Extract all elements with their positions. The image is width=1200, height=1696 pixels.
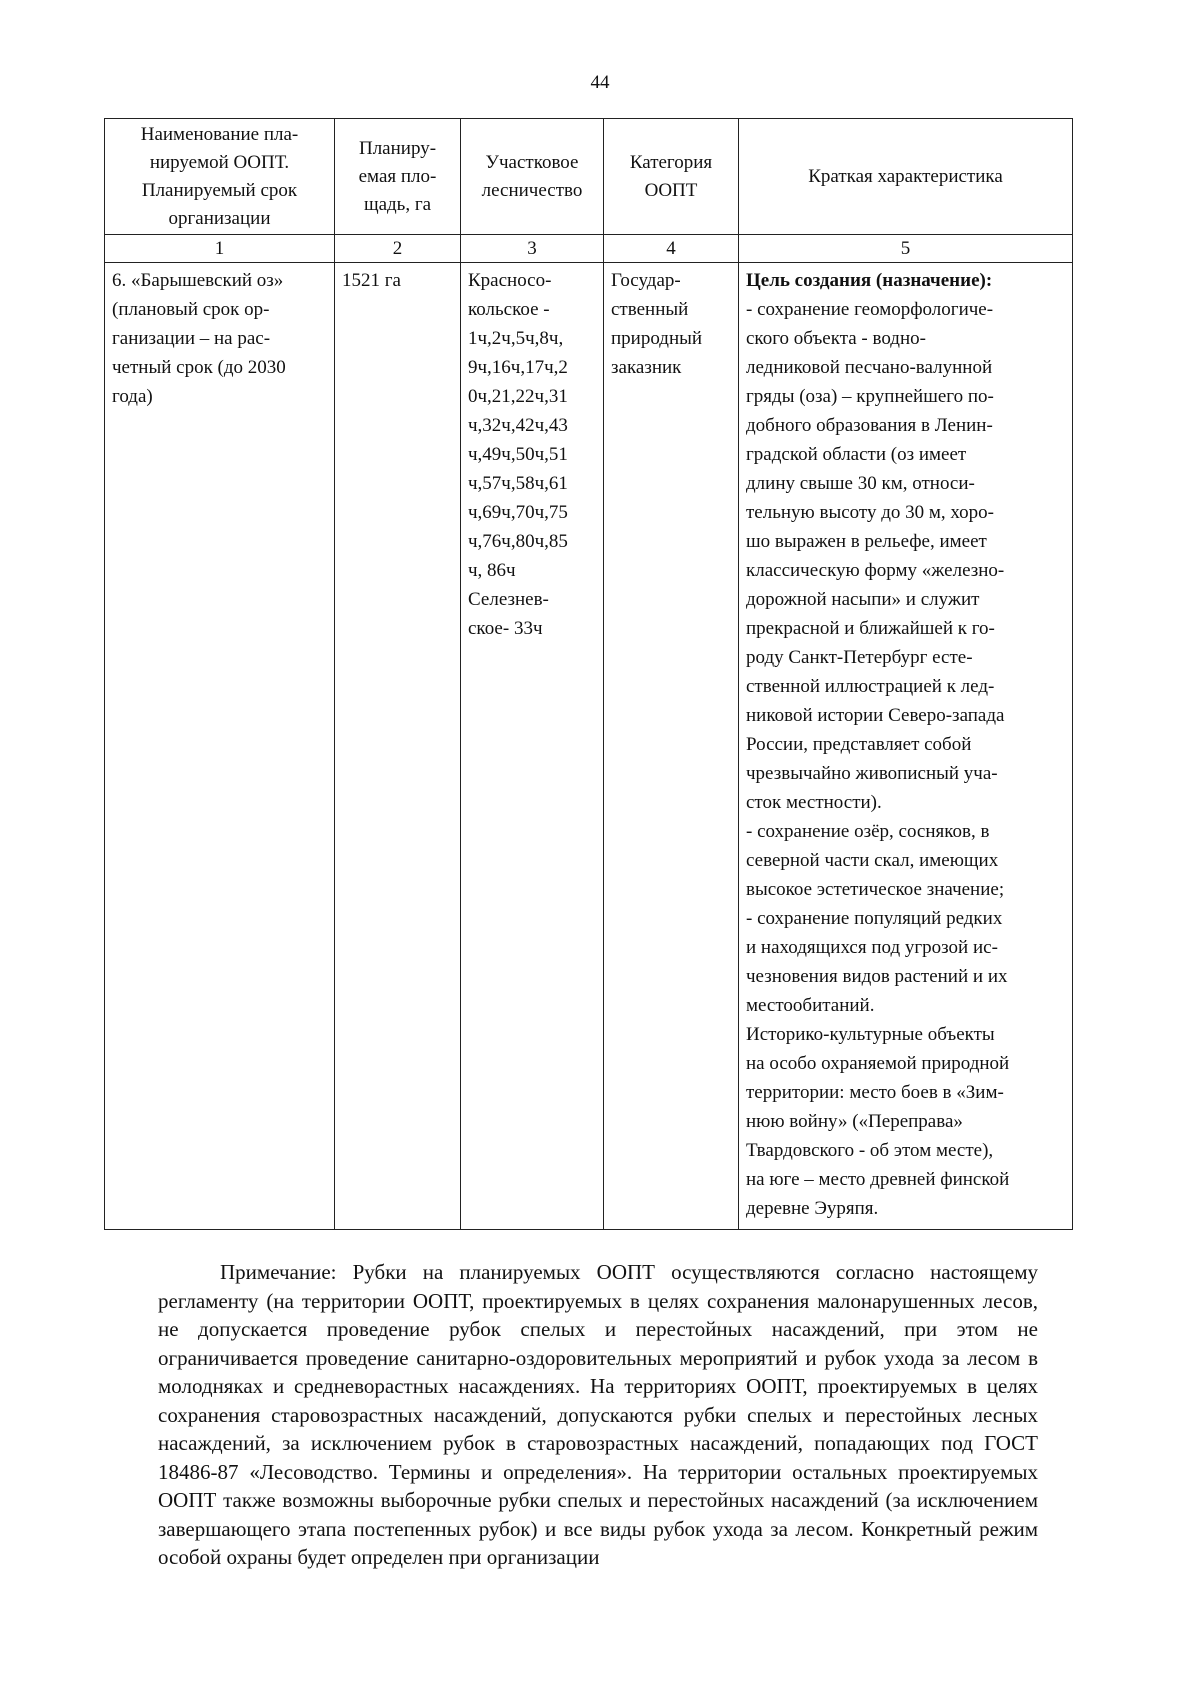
- header-description: Краткая характеристика: [739, 119, 1073, 235]
- header-forestry: Участковое лесничество: [461, 119, 604, 235]
- header-name: Наименование пла- нируемой ООПТ. Планируемый срок организации: [105, 119, 335, 235]
- cell-description: [739, 263, 1073, 1230]
- cell-category: Государ- ственный природный заказник: [604, 263, 739, 1230]
- column-number: 4: [604, 235, 739, 263]
- cell-area: 1521 га: [335, 263, 461, 1230]
- page-number: 44: [590, 72, 610, 93]
- column-number-row: [105, 235, 1073, 263]
- cell-name: 6. «Барышевский оз» (плановый срок ор- ганизации – на рас- четный срок (до 2030 года): [105, 263, 335, 1230]
- column-number: 1: [105, 235, 335, 263]
- oopt-table: [104, 118, 1073, 1230]
- column-number: 3: [461, 235, 604, 263]
- header-category: Категория ООПТ: [604, 119, 739, 235]
- purpose-heading: Цель создания (назначение):: [746, 270, 993, 291]
- note-text: Примечание: Рубки на планируемых ООПТ осуществляются согласно настоящему регламенту (на территории ООПТ, проектируемых в целях сохранения малонарушенных лесов, не допускается проведение рубок спелых и перестойных насаждений, при этом не ограничивается проведение санитарно-оздоровительных мероприятий и рубок ухода за лесом в молодняках и средневорастных насаждениях. На территориях ООПТ, проектируемых в целях сохранения старовозрастных насаждений, допускаются рубки спелых и перестойных лесных насаждений, за исключением рубок в старовозрастных насаждений, попадающих под ГОСТ 18486-87 «Лесоводство. Термины и определения». На территории остальных проектируемых ООПТ также возможны выборочные рубки спелых и перестойных насаждений (за исключением завершающего этапа постепенных рубок) и все виды рубок ухода за лесом. Конкретный режим особой охраны будет определен при организации: [158, 1260, 1038, 1569]
- description-text: - сохранение геоморфологиче- ского объекта - водно- ледниковой песчано-валунной гряды (оза) – крупнейшего по- добного образования в Ленин- градской области (оз имеет длину свыше 30 км, относи- тельную высоту до 30 м, хоро- шо выражен в рельефе, имеет классическую форму «железно- дорожной насыпи» и служит прекрасной и ближайшей к го- роду Санкт-Петербург есте- ственной иллюстрацией к лед- никовой истории Северо-запада России, представляет собой чрезвычайно живописный уча- сток местности). - сохранение озёр, сосняков, в северной части скал, имеющих высокое эстетическое значение; - сохранение популяций редких и находящихся под угрозой ис- чезновения видов растений и их местообитаний. Историко-культурные объекты на особо охраняемой природной территории: место боев в «Зим- нюю войну» («Переправа» Твардовского - об этом месте), на юге – место древней финской деревне Эуряпя.: [746, 299, 1010, 1219]
- table-row: [105, 263, 1073, 1230]
- column-number: 5: [739, 235, 1073, 263]
- table-header-row: [105, 119, 1073, 235]
- note-paragraph: [158, 1258, 1038, 1572]
- cell-forestry: Красносо- кольское - 1ч,2ч,5ч,8ч, 9ч,16ч,17ч,2 0ч,21,22ч,31 ч,32ч,42ч,43 ч,49ч,50ч,51 ч,57ч,58ч,61 ч,69ч,70ч,75 ч,76ч,80ч,85 ч, 86ч Селезнев- ское- 33ч: [461, 263, 604, 1230]
- column-number: 2: [335, 235, 461, 263]
- header-area: Планиру- емая пло- щадь, га: [335, 119, 461, 235]
